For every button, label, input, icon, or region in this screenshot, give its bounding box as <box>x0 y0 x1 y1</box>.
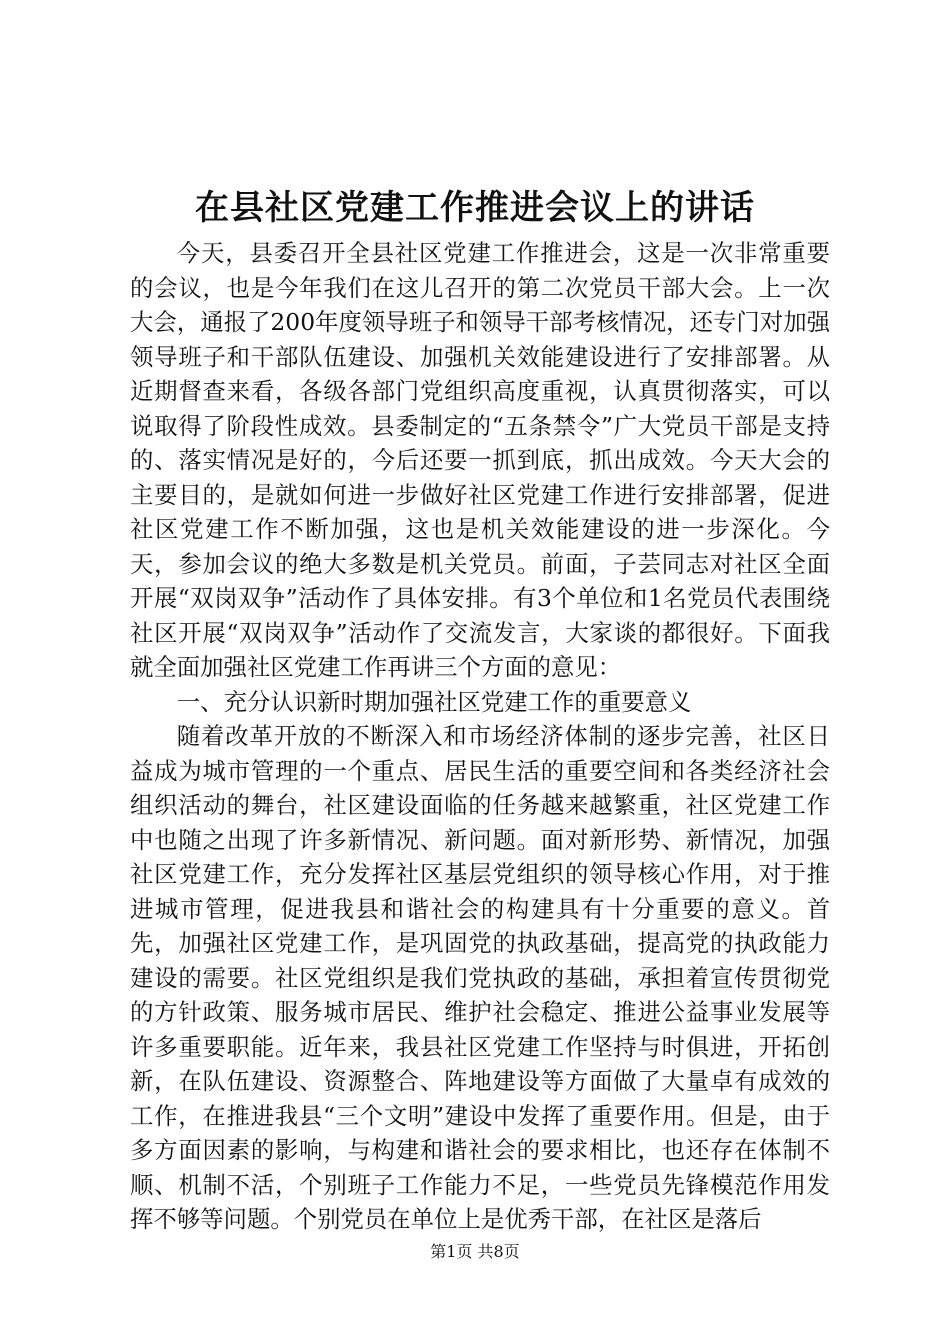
document-body <box>130 236 830 1237</box>
paragraph-intro: 今天，县委召开全县社区党建工作推进会，这是一次非常重要的会议，也是今年我们在这儿召开的第二次党员干部大会。上一次大会，通报了200年度领导班子和领导干部考核情况，还专门对加强领导班子和干部队伍建设、加强机关效能建设进行了安排部署。从近期督查来看，各级各部门党组织高度重视，认真贯彻落实，可以说取得了阶段性成效。县委制定的“五条禁令”广大党员干部是支持的、落实情况是好的，今后还要一抓到底，抓出成效。今天大会的主要目的，是就如何进一步做好社区党建工作进行安排部署，促进社区党建工作不断加强，这也是机关效能建设的进一步深化。今天，参加会议的绝大多数是机关党员。前面，子芸同志对社区全面开展“双岗双争”活动作了具体安排。有3个单位和1名党员代表围绕社区开展“双岗双争”活动作了交流发言，大家谈的都很好。下面我就全面加强社区党建工作再讲三个方面的意见： <box>130 239 830 681</box>
section-heading-1: 一、充分认识新时期加强社区党建工作的重要意义 <box>176 687 692 716</box>
page-footer: 第1页 共8页 <box>430 1242 520 1261</box>
paragraph-section-1: 随着改革开放的不断深入和市场经济体制的逐步完善，社区日益成为城市管理的一个重点、居民生活的重要空间和各类经济社会组织活动的舞台，社区建设面临的任务越来越繁重，社区党建工作中也随之出现了许多新情况、新问题。面对新形势、新情况，加强社区党建工作，充分发挥社区基层党组织的领导核心作用，对于推进城市管理，促进我县和谐社会的构建具有十分重要的意义。首先，加强社区党建工作，是巩固党的执政基础，提高党的执政能力建设的需要。社区党组织是我们党执政的基础，承担着宣传贯彻党的方针政策、服务城市居民、维护社会稳定、推进公益事业发展等许多重要职能。近年来，我县社区党建工作坚持与时俱进，开拓创新，在队伍建设、资源整合、阵地建设等方面做了大量卓有成效的工作，在推进我县“三个文明”建设中发挥了重要作用。但是，由于多方面因素的影响，与构建和谐社会的要求相比，也还存在体制不顺、机制不活，个别班子工作能力不足，一些党员先锋模范作用发挥不够等问题。个别党员在单位上是优秀干部，在社区是落后 <box>130 722 830 1233</box>
document-title: 在县社区党建工作推进会议上的讲话 <box>195 188 755 228</box>
